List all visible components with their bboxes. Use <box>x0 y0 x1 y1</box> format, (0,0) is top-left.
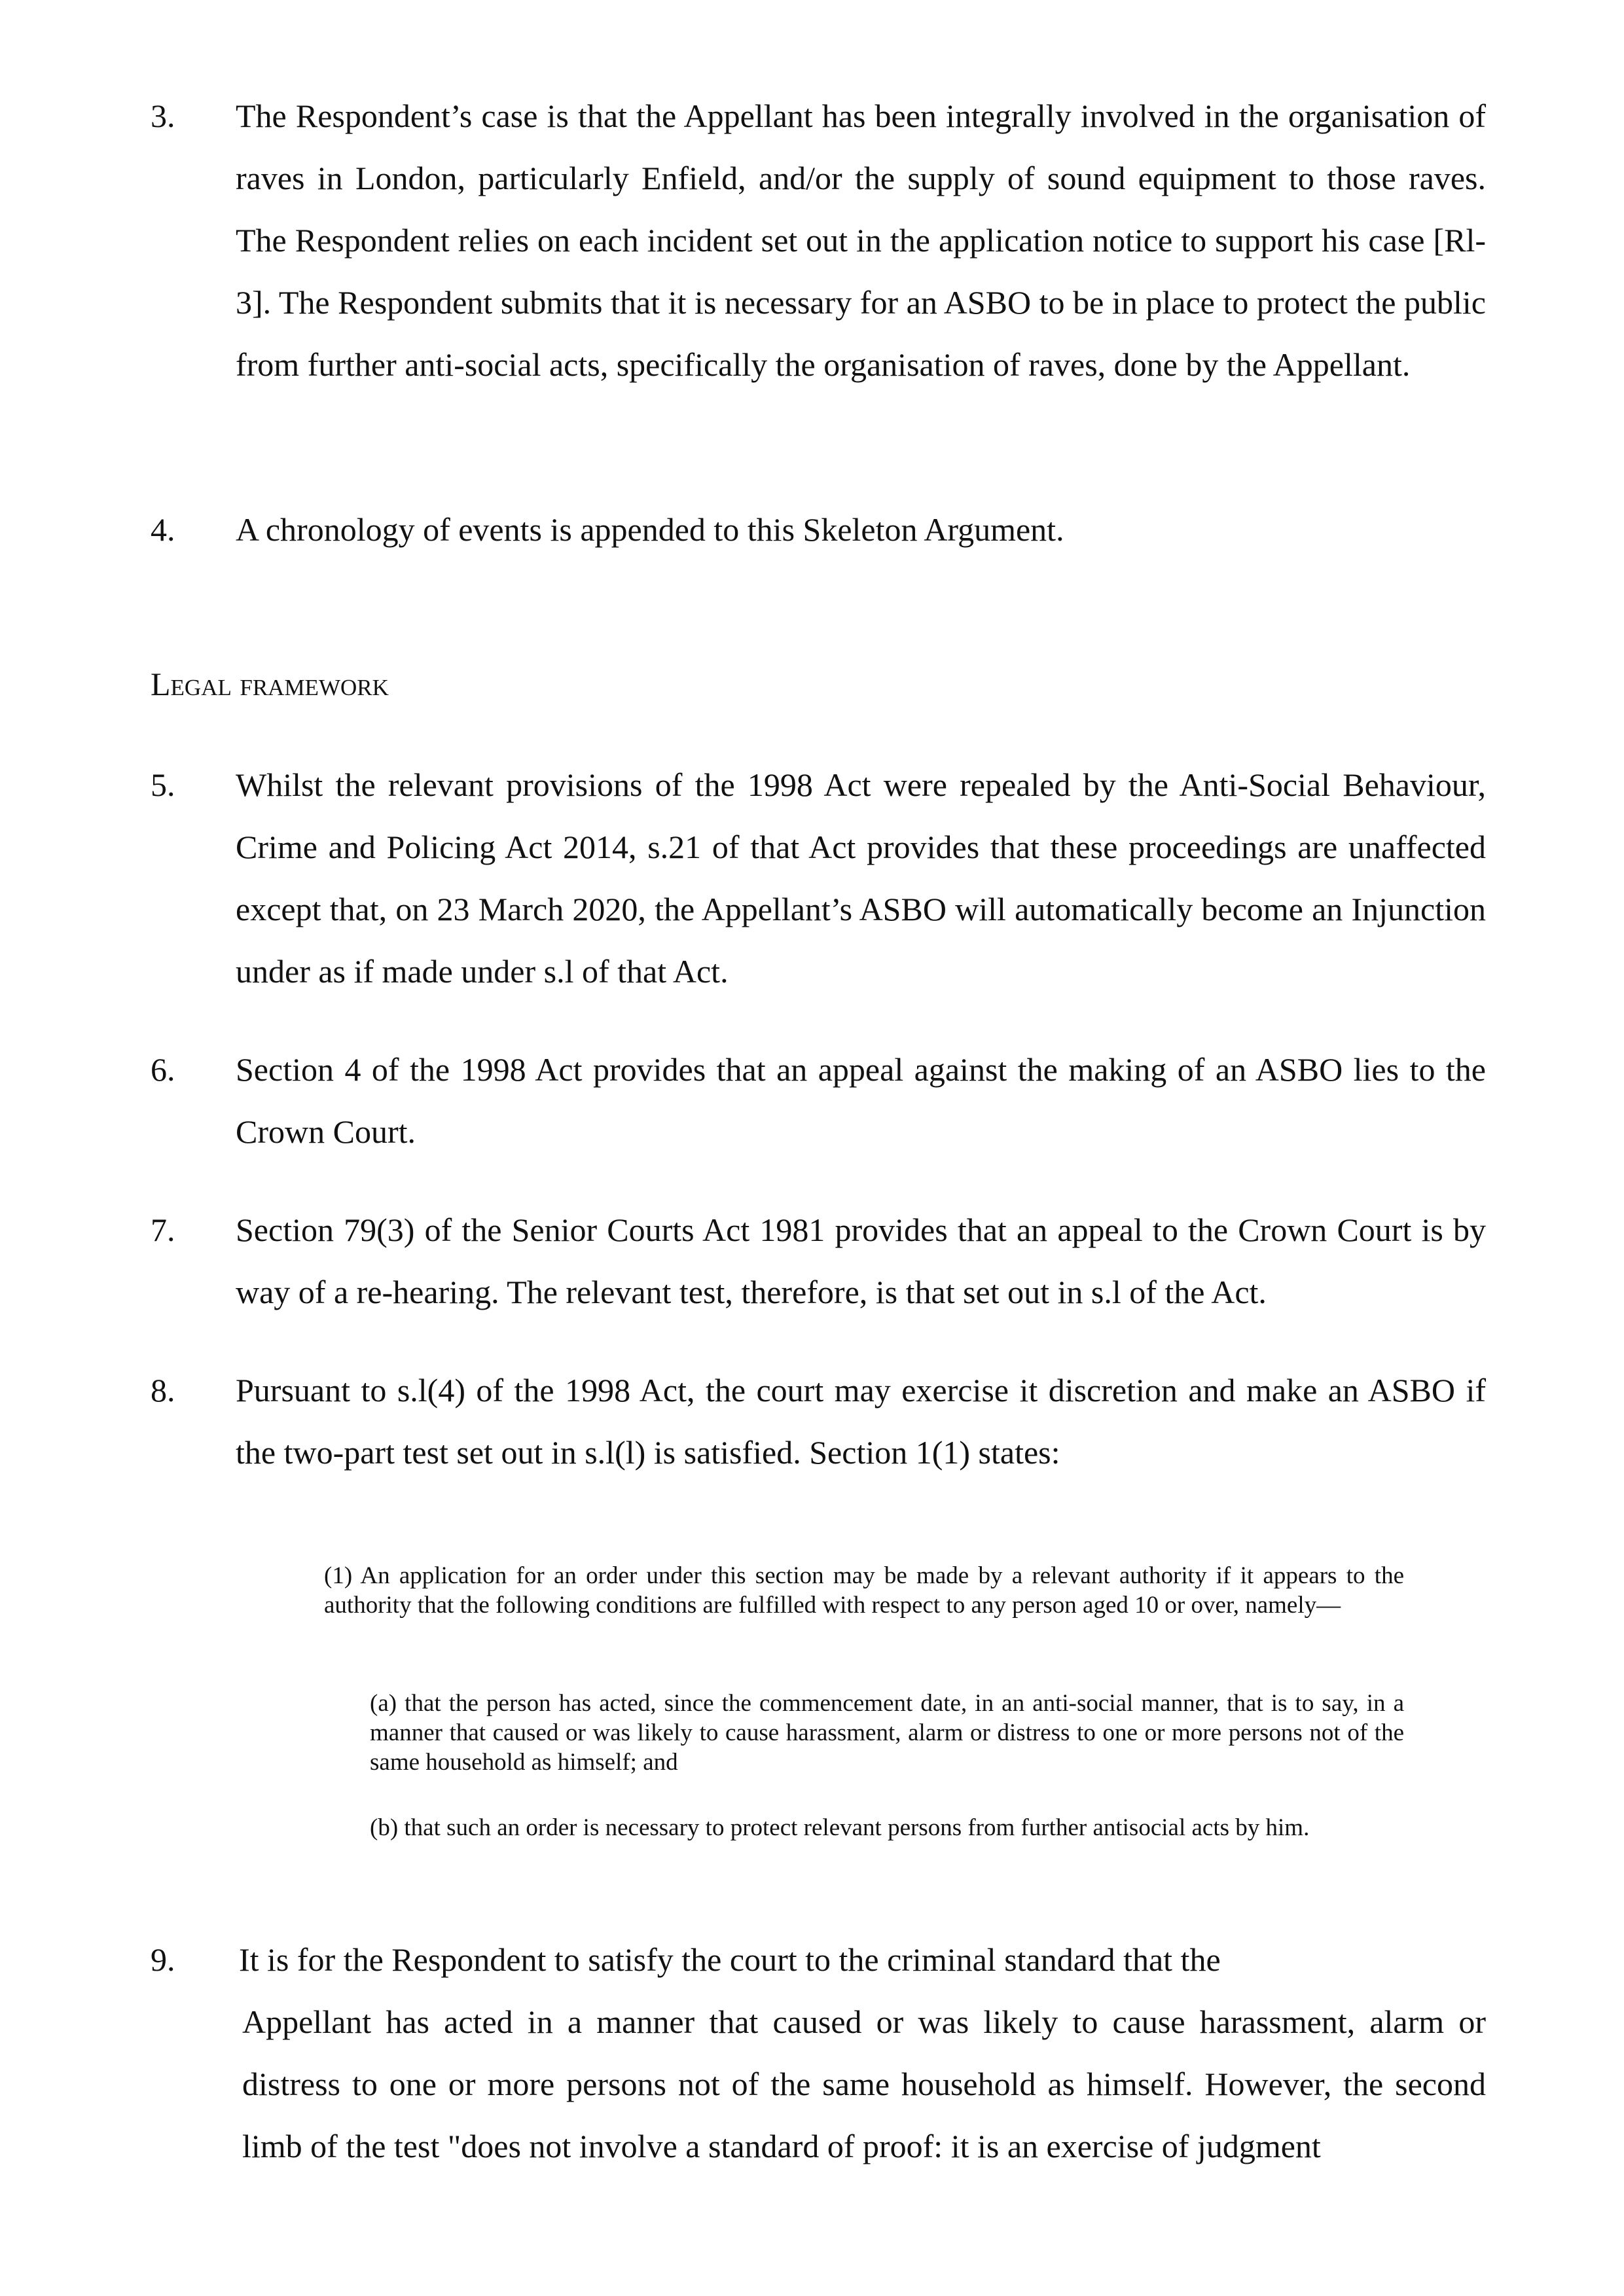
paragraph-number: 7. <box>151 1211 175 1248</box>
paragraph-number: 6. <box>151 1051 175 1088</box>
paragraph-text: The Respondent’s case is that the Appellant has been integrally involved in the organisation of raves in London, particularly Enfield, and/or the supply of sound equipment to those raves. The Respondent relies on each incident set out in the application notice to support his case [Rl-3]. The Respondent submits that it is necessary for an ASBO to be in place to protect the public from further anti-social acts, specifically the organisation of raves, done by the Appellant. <box>236 98 1486 383</box>
paragraph-text: Whilst the relevant provisions of the 1998 Act were repealed by the Anti-Social Behaviour, Crime and Policing Act 2014, s.21 of that Act provides that these proceedings are unaffected except that, on 23 March 2020, the Appellant’s ASBO will automatically become an Injunction under as if made under s.l of that Act. <box>236 766 1486 990</box>
paragraph-4 <box>151 499 1486 561</box>
paragraph-text: Appellant has acted in a manner that caused or was likely to cause harassment, alarm or distress to one or more persons not of the same household as himself. However, the second limb of the test "does not involve a standard of proof: it is an exercise of judgment <box>242 2003 1486 2164</box>
paragraph-number: 4. <box>151 511 175 548</box>
paragraph-3 <box>151 85 1486 396</box>
paragraph-text: Pursuant to s.l(4) of the 1998 Act, the court may exercise it discretion and make an ASBO if the two-part test set out in s.l(l) is satisfied. Section 1(1) states: <box>236 1372 1486 1471</box>
paragraph-text: Section 4 of the 1998 Act provides that an appeal against the making of an ASBO lies to the Crown Court. <box>236 1051 1486 1150</box>
statute-quote-intro: (1) An application for an order under this section may be made by a relevant authority if it appears to the authority that the following conditions are fulfilled with respect to any person aged 10 or over, namely— <box>324 1562 1404 1619</box>
statute-quote-condition-a: (a) that the person has acted, since the commencement date, in an anti-social manner, that is to say, in a manner that caused or was likely to cause harassment, alarm or distress to one or more persons not of the same household as himself; and <box>370 1690 1404 1776</box>
paragraph-7 <box>151 1199 1486 1323</box>
paragraph-9 <box>151 1929 1486 2178</box>
paragraph-number: 9. <box>151 1941 175 1978</box>
section-heading: Legal framework <box>151 666 389 702</box>
paragraph-first-line: It is for the Respondent to satisfy the court to the criminal standard that the <box>239 1941 1221 1978</box>
paragraph-6 <box>151 1039 1486 1163</box>
paragraph-text: A chronology of events is appended to this Skeleton Argument. <box>236 511 1064 548</box>
statute-quote-condition-b: (b) that such an order is necessary to protect relevant persons from further antisocial acts by him. <box>370 1814 1310 1841</box>
paragraph-text: Section 79(3) of the Senior Courts Act 1981 provides that an appeal to the Crown Court is by way of a re-hearing. The relevant test, therefore, is that set out in s.l of the Act. <box>236 1211 1486 1310</box>
paragraph-8 <box>151 1359 1486 1484</box>
paragraph-5 <box>151 754 1486 1003</box>
paragraph-number: 8. <box>151 1372 175 1408</box>
paragraph-number: 5. <box>151 766 175 803</box>
paragraph-number: 3. <box>151 98 175 134</box>
